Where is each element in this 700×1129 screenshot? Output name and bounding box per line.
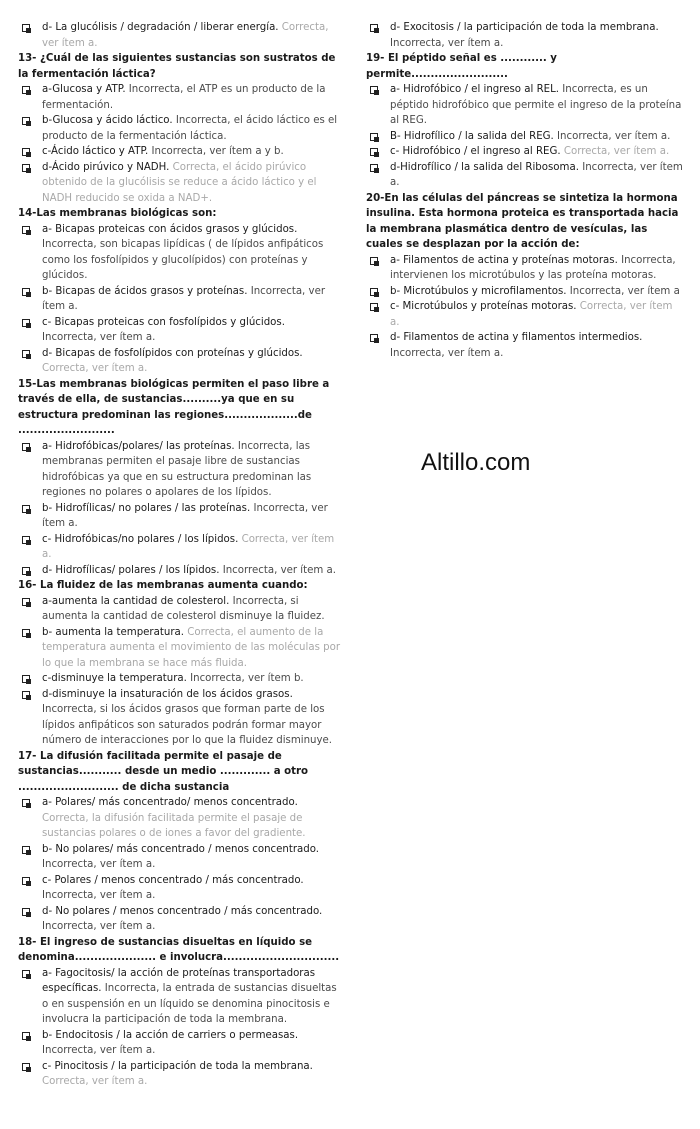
checkbox-bullet-icon bbox=[22, 970, 30, 978]
question-heading: 17- La difusión facilitada permite el pasaje de sustancias........... desde un medio ............. a otro .......................... de dicha sustancia bbox=[18, 750, 309, 793]
option-feedback: Incorrecta, intervienen los microtúbulos y las proteína motoras. bbox=[390, 254, 676, 281]
checkbox-bullet-icon bbox=[22, 1063, 30, 1071]
checkbox-bullet-icon bbox=[22, 567, 30, 575]
question-heading: 18- El ingreso de sustancias disueltas en líquido se denomina..................... e involucra.............................. bbox=[18, 936, 340, 963]
answer-option bbox=[18, 113, 340, 144]
option-text: b- Microtúbulos y microfilamentos. bbox=[390, 285, 570, 297]
answer-option bbox=[18, 439, 340, 501]
option-feedback: Incorrecta, ver ítem a. bbox=[42, 332, 156, 343]
option-feedback: Incorrecta, ver ítem a. bbox=[222, 564, 337, 576]
checkbox-bullet-icon bbox=[22, 164, 30, 172]
checkbox-bullet-icon bbox=[22, 675, 30, 683]
checkbox-bullet-icon bbox=[370, 303, 378, 311]
question-heading: 20-En las células del páncreas se sintetiza la hormona insulina. Esta hormona proteica es transportada hacia la membrana plasmática dentro de vesículas, las cuales se desplazan por la acción de: bbox=[366, 192, 679, 250]
option-text: a- Fagocitosis/ la acción de proteínas transportadoras específicas. bbox=[42, 967, 316, 994]
checkbox-bullet-icon bbox=[22, 799, 30, 807]
question-heading: 19- El péptido señal es ............ y permite......................... bbox=[366, 53, 557, 80]
checkbox-bullet-icon bbox=[22, 598, 30, 606]
answer-option bbox=[366, 253, 684, 284]
answer-option bbox=[18, 966, 340, 1028]
checkbox-bullet-icon bbox=[22, 505, 30, 513]
option-text: d- Bicapas de fosfolípidos con proteínas y glúcidos. bbox=[42, 347, 303, 359]
question-heading: 13- ¿Cuál de las siguientes sustancias son sustratos de la fermentación láctica? bbox=[18, 53, 336, 80]
answer-option bbox=[18, 82, 340, 113]
option-feedback: Incorrecta, ver ítem a. bbox=[42, 859, 156, 870]
option-feedback: Incorrecta, son bicapas lipídicas ( de lípidos anfipáticos como los fosfolípidos y glucolípidos) con proteínas y glúcidos. bbox=[42, 239, 324, 281]
option-feedback: Correcta, ver ítem a. bbox=[42, 533, 335, 560]
question-heading: 14-Las membranas biológicas son: bbox=[18, 208, 217, 219]
answer-option bbox=[366, 20, 684, 51]
option-text: b- No polares/ más concentrado / menos concentrado. bbox=[42, 843, 320, 855]
option-feedback: Correcta, la difusión facilitada permite el pasaje de sustancias polares o de iones a favor del gradiente. bbox=[42, 812, 306, 839]
checkbox-bullet-icon bbox=[22, 908, 30, 916]
answer-option bbox=[18, 687, 340, 749]
option-text: c- Hidrofóbico / el ingreso al REG. bbox=[390, 146, 564, 157]
option-feedback: Correcta, el aumento de la temperatura aumenta el movimiento de las moléculas por lo que la membrana se hace más fluida. bbox=[42, 626, 341, 669]
option-text: d-Hidrofílico / la salida del Ribosoma. bbox=[390, 161, 583, 173]
answer-option bbox=[366, 144, 684, 160]
option-feedback: Correcta, ver ítem a. bbox=[42, 1076, 148, 1087]
option-text: a- Hidrofóbicas/polares/ las proteínas. bbox=[42, 440, 238, 452]
option-feedback: Incorrecta, el ácido láctico es el producto de la fermentación láctica. bbox=[42, 115, 338, 142]
answer-option bbox=[18, 671, 340, 687]
option-text: d- Hidrofílicas/ polares / los lípidos. bbox=[42, 564, 223, 576]
option-feedback: Incorrecta, ver ítem a bbox=[569, 285, 680, 297]
left-column bbox=[18, 20, 340, 1090]
checkbox-bullet-icon bbox=[22, 691, 30, 699]
option-feedback: Correcta, ver ítem a. bbox=[390, 301, 673, 328]
option-feedback: Incorrecta, es un péptido hidrofóbico que permite el ingreso de la proteína al REG. bbox=[390, 84, 682, 126]
checkbox-bullet-icon bbox=[22, 350, 30, 358]
answer-option bbox=[18, 501, 340, 532]
checkbox-bullet-icon bbox=[22, 24, 30, 32]
answer-option bbox=[18, 144, 340, 160]
answer-option bbox=[18, 625, 340, 672]
answer-option bbox=[18, 873, 340, 904]
checkbox-bullet-icon bbox=[22, 846, 30, 854]
option-feedback: Incorrecta, las membranas permiten el pasaje libre de sustancias hidrofóbicas ya que en su estructura predominan las regiones no polares o apolares de los lípidos. bbox=[42, 440, 312, 498]
option-text: b-Glucosa y ácido láctico. bbox=[42, 115, 176, 126]
checkbox-bullet-icon bbox=[22, 226, 30, 234]
checkbox-bullet-icon bbox=[370, 164, 378, 172]
option-text: a- Polares/ más concentrado/ menos concentrado. bbox=[42, 797, 298, 808]
option-feedback: Correcta, ver ítem a. bbox=[563, 146, 670, 157]
option-feedback: Incorrecta, ver ítem a. bbox=[390, 347, 504, 359]
answer-option bbox=[18, 160, 340, 207]
option-feedback: Incorrecta, ver ítem a. bbox=[42, 502, 328, 529]
checkbox-bullet-icon bbox=[370, 148, 378, 156]
answer-option bbox=[366, 284, 684, 300]
checkbox-bullet-icon bbox=[370, 24, 378, 32]
checkbox-bullet-icon bbox=[22, 1032, 30, 1040]
option-text: a- Filamentos de actina y proteínas motoras. bbox=[390, 254, 622, 266]
option-text: a-Glucosa y ATP. bbox=[42, 84, 129, 95]
checkbox-bullet-icon bbox=[22, 117, 30, 125]
option-feedback: Incorrecta, ver ítem a. bbox=[390, 161, 683, 188]
option-text: b- Endocitosis / la acción de carriers o permeasas. bbox=[42, 1029, 299, 1041]
question-heading: 16- La fluidez de las membranas aumenta cuando: bbox=[18, 580, 308, 591]
option-text: b- aumenta la temperatura. bbox=[42, 626, 188, 638]
right-column bbox=[366, 20, 684, 361]
option-feedback: Incorrecta, ver ítem a. bbox=[390, 37, 504, 49]
option-text: c-Ácido láctico y ATP. bbox=[42, 146, 152, 157]
checkbox-bullet-icon bbox=[22, 877, 30, 885]
option-feedback: Correcta, ver ítem a. bbox=[42, 22, 329, 49]
option-text: d- La glucólisis / degradación / liberar energía. bbox=[42, 22, 282, 33]
answer-option bbox=[18, 563, 340, 579]
answer-option bbox=[366, 82, 684, 129]
option-feedback: Incorrecta, ver ítem b. bbox=[190, 673, 304, 684]
answer-option bbox=[18, 904, 340, 935]
option-text: c- Hidrofóbicas/no polares / los lípidos. bbox=[42, 533, 242, 545]
answer-option bbox=[18, 20, 340, 51]
checkbox-bullet-icon bbox=[370, 257, 378, 265]
option-text: c- Microtúbulos y proteínas motoras. bbox=[390, 301, 580, 312]
checkbox-bullet-icon bbox=[370, 133, 378, 141]
option-feedback: Incorrecta, ver ítem a. bbox=[42, 890, 156, 901]
checkbox-bullet-icon bbox=[22, 536, 30, 544]
option-text: d-disminuye la insaturación de los ácidos grasos. bbox=[42, 688, 293, 700]
option-feedback: Incorrecta, la entrada de sustancias disueltas o en suspensión en un líquido se denomina pinocitosis e involucra la participación de toda la membrana. bbox=[42, 983, 337, 1025]
option-text: b- Bicapas de ácidos grasos y proteínas. bbox=[42, 285, 251, 297]
checkbox-bullet-icon bbox=[22, 86, 30, 94]
option-feedback: Incorrecta, ver ítem a. bbox=[42, 1045, 156, 1056]
option-feedback: Correcta, el ácido pirúvico obtenido de la glucólisis se reduce a ácido láctico y el NADH reducido se oxida a NAD+. bbox=[42, 161, 317, 204]
answer-option bbox=[366, 299, 684, 330]
answer-option bbox=[18, 795, 340, 842]
answer-option bbox=[18, 594, 340, 625]
option-feedback: Incorrecta, el ATP es un producto de la fermentación. bbox=[42, 84, 326, 111]
answer-option bbox=[18, 315, 340, 346]
option-text: d- Exocitosis / la participación de toda la membrana. bbox=[390, 22, 659, 33]
answer-option bbox=[18, 1059, 340, 1090]
option-text: c- Bicapas proteicas con fosfolípidos y glúcidos. bbox=[42, 316, 285, 328]
checkbox-bullet-icon bbox=[370, 86, 378, 94]
option-feedback: Incorrecta, ver ítem a. bbox=[42, 285, 326, 312]
option-feedback: Incorrecta, si aumenta la cantidad de colesterol disminuye la fluidez. bbox=[42, 595, 325, 622]
answer-option bbox=[366, 129, 684, 145]
answer-option bbox=[18, 842, 340, 873]
checkbox-bullet-icon bbox=[22, 319, 30, 327]
answer-option bbox=[18, 346, 340, 377]
answer-option bbox=[18, 1028, 340, 1059]
option-text: a- Hidrofóbico / el ingreso al REL. bbox=[390, 84, 563, 95]
watermark-text: Altillo.com bbox=[421, 449, 531, 476]
answer-option bbox=[366, 160, 684, 191]
option-text: b- Hidrofílicas/ no polares / las proteínas. bbox=[42, 502, 254, 514]
answer-option bbox=[18, 284, 340, 315]
option-feedback: Incorrecta, ver ítem a. bbox=[42, 921, 156, 932]
option-feedback: Incorrecta, ver ítem a y b. bbox=[151, 146, 284, 157]
option-text: c-disminuye la temperatura. bbox=[42, 673, 191, 684]
checkbox-bullet-icon bbox=[22, 629, 30, 637]
checkbox-bullet-icon bbox=[22, 288, 30, 296]
option-feedback: Correcta, ver ítem a. bbox=[42, 363, 148, 374]
checkbox-bullet-icon bbox=[370, 334, 378, 342]
option-feedback: Incorrecta, si los ácidos grasos que forman parte de los lípidos anfipáticos son saturados podrán formar mayor número de interacciones por lo que la fluidez disminuye. bbox=[42, 704, 333, 746]
checkbox-bullet-icon bbox=[22, 148, 30, 156]
checkbox-bullet-icon bbox=[22, 443, 30, 451]
option-text: d- Filamentos de actina y filamentos intermedios. bbox=[390, 332, 643, 343]
answer-option bbox=[18, 532, 340, 563]
option-text: B- Hidrofílico / la salida del REG. bbox=[390, 130, 558, 142]
option-text: c- Polares / menos concentrado / más concentrado. bbox=[42, 874, 304, 886]
answer-option bbox=[18, 222, 340, 284]
option-text: c- Pinocitosis / la participación de toda la membrana. bbox=[42, 1060, 313, 1072]
option-feedback: Incorrecta, ver ítem a. bbox=[557, 130, 671, 142]
option-text: a-aumenta la cantidad de colesterol. bbox=[42, 595, 233, 607]
checkbox-bullet-icon bbox=[370, 288, 378, 296]
option-text: d-Ácido pirúvico y NADH. bbox=[42, 161, 173, 173]
answer-option bbox=[366, 330, 684, 361]
option-text: d- No polares / menos concentrado / más concentrado. bbox=[42, 905, 323, 917]
question-heading: 15-Las membranas biológicas permiten el paso libre a través de ella, de sustancias..........ya que en su estructura predominan las regiones...................de ......................... bbox=[18, 378, 330, 436]
option-text: a- Bicapas proteicas con ácidos grasos y glúcidos. bbox=[42, 223, 298, 235]
